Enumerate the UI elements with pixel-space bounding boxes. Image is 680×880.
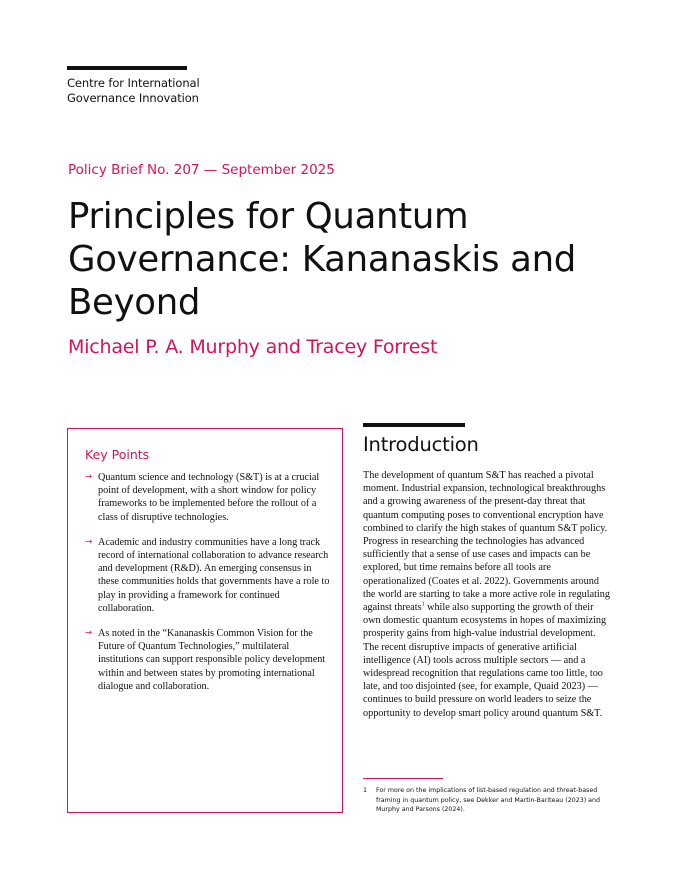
- org-name-line-1: Centre for International: [67, 76, 200, 90]
- org-logo: [67, 76, 200, 106]
- arrow-right-icon: →: [85, 536, 93, 547]
- key-points-box: [67, 428, 343, 813]
- key-points-list: [85, 471, 330, 705]
- logo-rule: [67, 66, 187, 70]
- policy-brief-label: Policy Brief No. 207 — September 2025: [68, 162, 335, 178]
- introduction-text-part-2: while also supporting the growth of their own domestic quantum ecosystems in hopes of maximizing prosperity gains from high-value industrial development. The recent disruptive impacts of generative artificial intelligence (AI) tools across multiple sectors — and a widespread recognition that regulations came too little, too late, and too disjointed (see, for example, Quaid 2023) — continues to build pressure on world leaders to seize the opportunity to develop smart policy around quantum S&T.: [363, 602, 607, 719]
- footnote-reference[interactable]: 1: [421, 601, 425, 608]
- footnote-text: For more on the implications of list-based regulation and threat-based framing in quantum policy, see Dekker and Martin-Bariteau (2023) and Murphy and Parsons (2024).: [376, 787, 601, 813]
- key-point-text: Quantum science and technology (S&T) is at a crucial point of development, with a short window for policy frameworks to be implemented before the rollout of a class of disruptive technologies.: [98, 472, 320, 523]
- key-point-item: [85, 536, 330, 615]
- key-point-text: As noted in the “Kananaskis Common Vision for the Future of Quantum Technologies,” multilateral institutions can support responsible policy development within and between states by promoting international dialogue and collaboration.: [98, 628, 326, 692]
- authors: Michael P. A. Murphy and Tracey Forrest: [68, 336, 438, 358]
- introduction-body: [363, 469, 613, 720]
- arrow-right-icon: →: [85, 472, 93, 482]
- key-point-item: [85, 627, 330, 693]
- key-points-heading: Key Points: [85, 447, 150, 462]
- introduction-text-part-1: The development of quantum S&T has reached a pivotal moment. Industrial expansion, technological breakthroughs and a growing awareness of the present-day threat that quantum computing poses to conventional encryption have combined to clarify the high stakes of quantum S&T policy. Progress in researching the technologies has advanced sufficiently that a sense of use cases and impacts can be explored, but time remains before all tools are operationalized (Coates et al. 2022). Governments around the world are starting to take a more active role in regulating against threats: [363, 470, 610, 614]
- key-point-text: Academic and industry communities have a long track record of international collaboration to advance research and development (R&D). An emerging consensus in these communities holds that governments have a role to play in providing a framework for continued collaboration.: [98, 536, 330, 614]
- org-name-line-2: Governance Innovation: [67, 91, 199, 105]
- introduction-heading: Introduction: [363, 433, 479, 456]
- introduction-rule: [363, 423, 465, 427]
- footnote: [363, 786, 619, 815]
- arrow-right-icon: →: [85, 628, 93, 639]
- key-point-item: [85, 471, 330, 524]
- footnote-rule: [363, 778, 443, 779]
- document-title: Principles for Quantum Governance: Kananaskis and Beyond: [68, 196, 577, 323]
- footnote-number: 1: [363, 787, 368, 794]
